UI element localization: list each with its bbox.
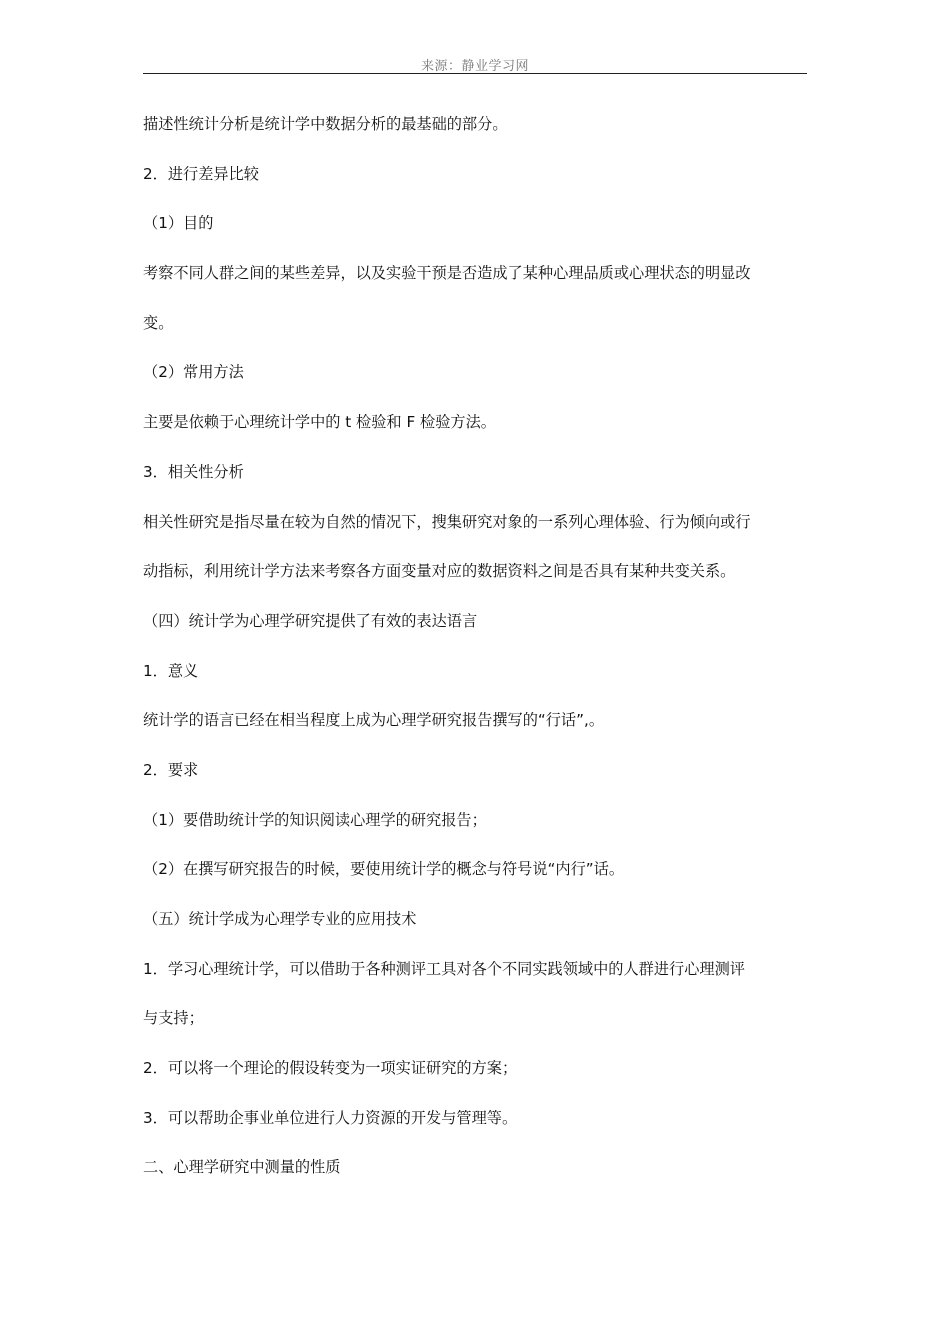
paragraph-line: 动指标，利用统计学方法来考察各方面变量对应的数据资料之间是否具有某种共变关系。 [143, 562, 736, 581]
header-source-text: 来源：静业学习网 [420, 59, 529, 74]
page-header [143, 55, 807, 74]
paragraph-line: 描述性统计分析是统计学中数据分析的最基础的部分。 [143, 115, 508, 133]
paragraph-line: 相关性研究是指尽量在较为自然的情况下，搜集研究对象的一系列心理体验、行为倾向或行 [143, 512, 751, 531]
paragraph-line: 主要是依赖于心理统计学中的 t 检验和 F 检验方法。 [143, 413, 496, 432]
paragraph-line: 2．要求 [143, 760, 199, 779]
paragraph-line: 统计学的语言已经在相当程度上成为心理学研究报告撰写的“行话”,。 [143, 711, 605, 730]
section-heading: 二、心理学研究中测量的性质 [143, 1158, 341, 1177]
paragraph-line: （1）要借助统计学的知识阅读心理学的研究报告； [143, 810, 487, 829]
paragraph-line: 1．学习心理统计学，可以借助于各种测评工具对各个不同实践领域中的人群进行心理测评 [143, 959, 745, 978]
paragraph-line: 2．进行差异比较 [143, 164, 259, 183]
paragraph-line: （五）统计学成为心理学专业的应用技术 [143, 910, 417, 928]
paragraph-line: 2．可以将一个理论的假设转变为一项实证研究的方案； [143, 1059, 518, 1078]
paragraph-line: （2）常用方法 [143, 363, 244, 382]
paragraph-line: （2）在撰写研究报告的时候，要使用统计学的概念与符号说“内行”话。 [143, 860, 625, 879]
paragraph-line: （四）统计学为心理学研究提供了有效的表达语言 [143, 611, 478, 630]
paragraph-line: 与支持； [143, 1009, 204, 1028]
paragraph-line: 3．可以帮助企事业单位进行人力资源的开发与管理等。 [143, 1108, 518, 1127]
paragraph-line: 考察不同人群之间的某些差异，以及实验干预是否造成了某种心理品质或心理状态的明显改 [143, 264, 751, 283]
paragraph-line: （1）目的 [143, 214, 214, 233]
paragraph-line: 变。 [143, 313, 174, 332]
document-body [143, 112, 809, 1205]
paragraph-line: 1．意义 [143, 661, 199, 680]
paragraph-line: 3．相关性分析 [143, 462, 244, 481]
